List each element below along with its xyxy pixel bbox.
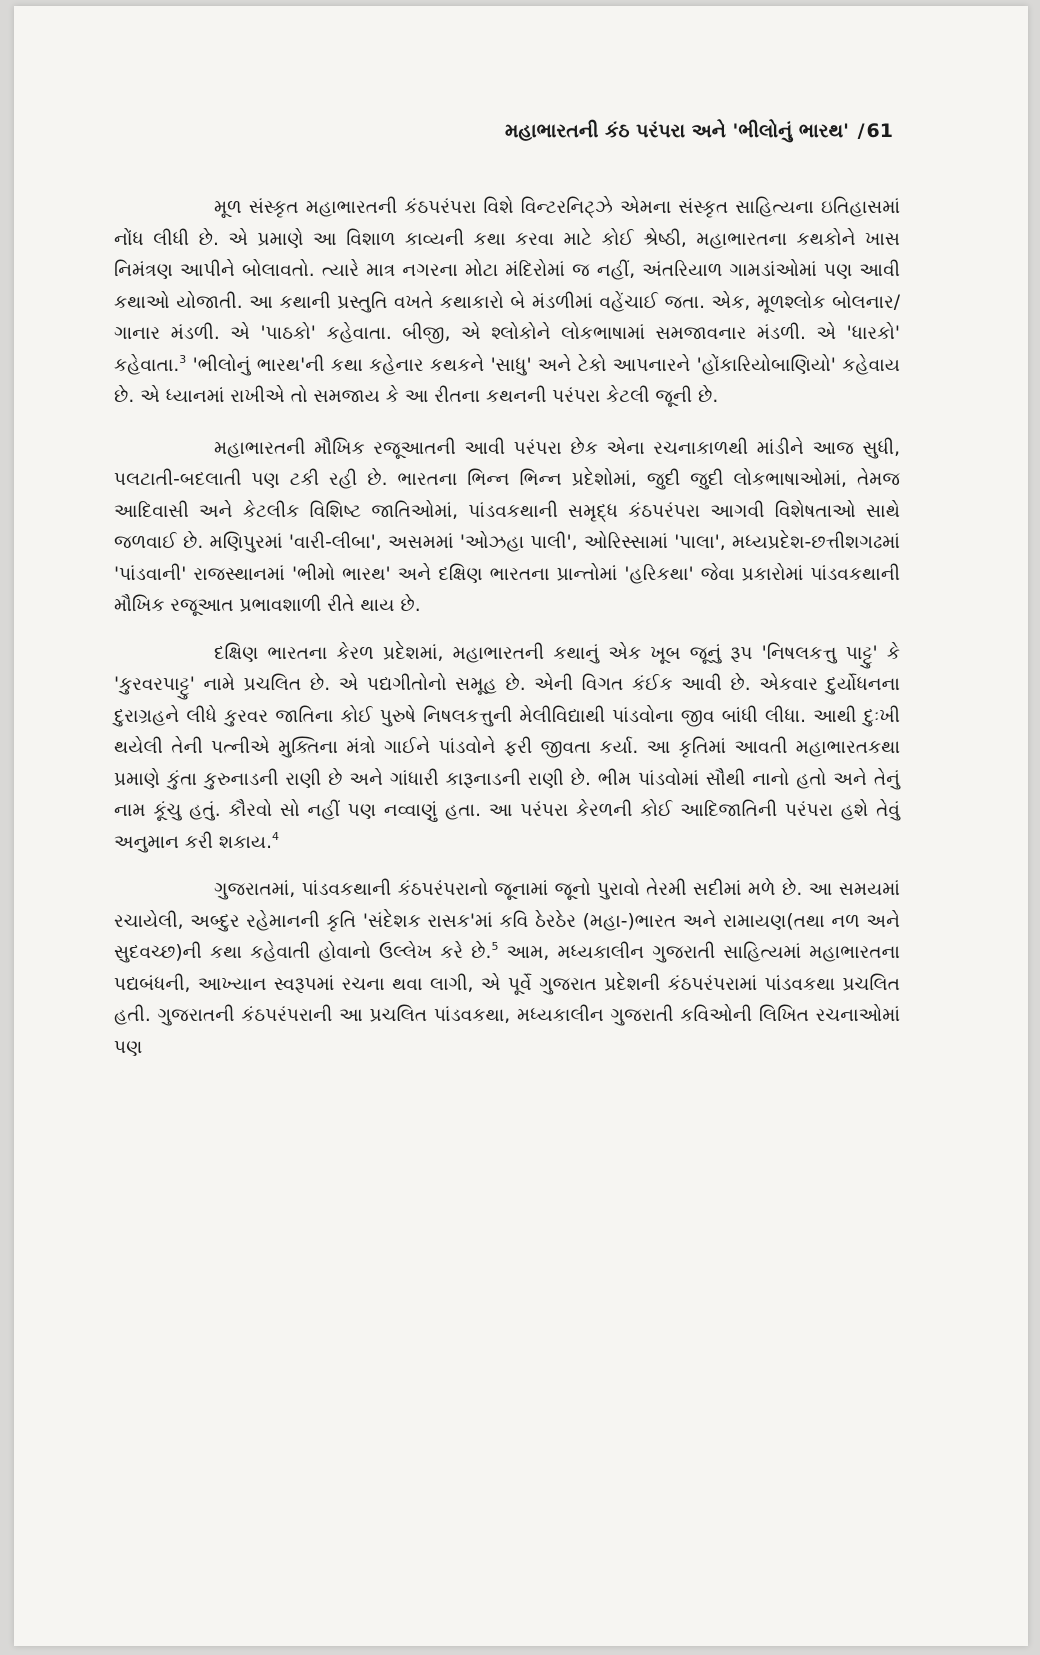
paragraph-2-text: મહાભારતની મૌખિક રજૂઆતની આવી પરંપરા છેક એના રચનાકાળથી માંડીને આજ સુધી, પલટાતી-બદલાતી પણ ટકી રહી છે. ભારતના ભિન્ન ભિન્ન પ્રદેશોમાં, જુદી જુદી લોકભાષાઓમાં, તેમજ આદિવાસી અને કેટલીક વિશિષ્ટ જાતિઓમાં, પાંડવકથાની સમૃદ્ધ કંઠપરંપરા આગવી વિશેષતાઓ સાથે જળવાઈ છે. મણિપુરમાં 'વારી-લીબા', અસમમાં 'ઓઝહા પાલી', ઓરિસ્સામાં 'પાલા', મધ્યપ્રદેશ-છત્તીશગઢમાં 'પાંડવાની' રાજસ્થાનમાં 'ભીમો ભારથ' અને દક્ષિણ ભારતના પ્રાન્તોમાં 'હરિકથા' જેવા પ્રકારોમાં પાંડવકથાની મૌખિક રજૂઆત પ્રભાવશાળી રીતે થાય છે.: [114, 437, 900, 616]
paragraph-3: [114, 638, 900, 859]
footnote-ref-4: 4: [272, 829, 280, 843]
paragraph-1-text-a: મૂળ સંસ્કૃત મહાભારતની કંઠપરંપરા વિશે વિન્ટરનિટ્ઝે એમના સંસ્કૃત સાહિત્યના ઇતિહાસમાં નોંધ લીધી છે. એ પ્રમાણે આ વિશાળ કાવ્યની કથા કરવા માટે કોઈ શ્રેષ્ઠી, મહાભારતના કથકોને ખાસ નિમંત્રણ આપીને બોલાવતો. ત્યારે માત્ર નગરના મોટા મંદિરોમાં જ નહીં, અંતરિયાળ ગામડાંઓમાં પણ આવી કથાઓ યોજાતી. આ કથાની પ્રસ્તુતિ વખતે કથાકારો બે મંડળીમાં વહેંચાઈ જતા. એક, મૂળશ્લોક બોલનાર/ગાનાર મંડળી. એ 'પાઠકો' કહેવાતા. બીજી, એ શ્લોકોને લોકભાષામાં સમજાવનાર મંડળી. એ 'ધારકો' કહેવાતા.: [114, 197, 900, 376]
paragraph-3-text: દક્ષિણ ભારતના કેરળ પ્રદેશમાં, મહાભારતની કથાનું એક ખૂબ જૂનું રૂપ 'નિષલકત્તુ પાટ્ટુ' કે 'કુરવરપાટ્ટુ' નામે પ્રચલિત છે. એ પદ્યગીતોનો સમૂહ છે. એની વિગત કંઈક આવી છે. એકવાર દુર્યોધનના દુરાગ્રહને લીધે કુરવર જાતિના કોઈ પુરુષે નિષલકત્તુની મેલીવિદ્યાથી પાંડવોના જીવ બાંધી લીધા. આથી દુઃખી થયેલી તેની પત્નીએ મુક્તિના મંત્રો ગાઈને પાંડવોને ફરી જીવતા કર્યા. આ કૃતિમાં આવતી મહાભારતકથા પ્રમાણે કુંતા કુરુનાડની રાણી છે અને ગાંધારી કારૂનાડની રાણી છે. ભીમ પાંડવોમાં સૌથી નાનો હતો અને તેનું નામ કૂંચુ હતું. કૌરવો સો નહીં પણ નવ્વાણું હતા. આ પરંપરા કેરળની કોઈ આદિજાતિની પરંપરા હશે તેવું અનુમાન કરી શકાય.: [114, 642, 900, 853]
book-page: [14, 6, 1028, 1646]
body-text: [114, 192, 900, 1063]
running-header: [505, 120, 893, 142]
paragraph-4: [114, 874, 900, 1063]
footnote-ref-3: 3: [179, 352, 187, 366]
page-number: 61: [866, 120, 893, 142]
footnote-ref-5: 5: [491, 940, 499, 953]
running-header-separator: /: [857, 120, 865, 142]
running-header-title: મહાભારતની કંઠ પરંપરા અને 'ભીલોનું ભારથ': [505, 120, 849, 142]
paragraph-1-text-b: 'ભીલોનું ભારથ'ની કથા કહેનાર કથકને 'સાધુ' અને ટેકો આપનારને 'હોંકારિયોબાણિયો' કહેવાય છે. એ ધ્યાનમાં રાખીએ તો સમજાય કે આ રીતના કથનની પરંપરા કેટલી જૂની છે.: [114, 354, 900, 407]
paragraph-4-text-b: આમ, મધ્યકાલીન ગુજરાતી સાહિત્યમાં મહાભારતના પદ્યબંધની, આખ્યાન સ્વરૂપમાં રચના થવા લાગી, એ પૂર્વે ગુજરાત પ્રદેશની કંઠપરંપરામાં પાંડવકથા પ્રચલિત હતી. ગુજરાતની કંઠપરંપરાની આ પ્રચલિત પાંડવકથા, મધ્યકાલીન ગુજરાતી કવિઓની લિખિત રચનાઓમાં પણ: [114, 942, 900, 1058]
paragraph-4-text-a: ગુજરાતમાં, પાંડવકથાની કંઠપરંપરાનો જૂનામાં જૂનો પુરાવો તેરમી સદીમાં મળે છે. આ સમયમાં રચાયેલી, અબ્દુર રહેમાનની કૃતિ 'સંદેશક રાસક'માં કવિ ઠેરઠેર (મહા-)ભારત અને રામાયણ(તથા નળ અને સુદવચ્છ)ની કથા કહેવાતી હોવાનો ઉલ્લેખ કરે છે.: [114, 879, 900, 963]
paragraph-2: [114, 433, 900, 622]
paragraph-1: [114, 192, 900, 413]
